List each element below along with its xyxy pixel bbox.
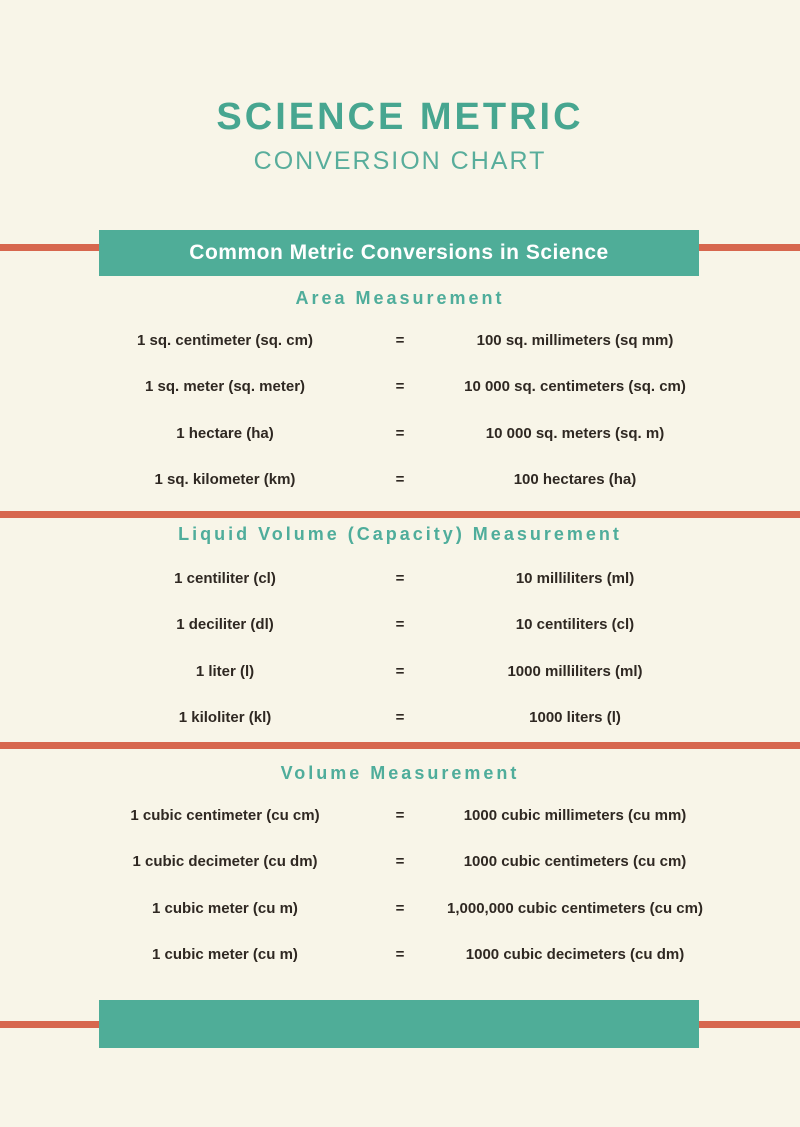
orange-divider (0, 742, 800, 749)
conversion-to: 1000 cubic centimeters (cu cm) (463, 853, 687, 871)
conversion-from: 1 sq. kilometer (km) (154, 471, 296, 489)
conversion-to: 1,000,000 cubic centimeters (cu cm) (447, 899, 703, 917)
conversion-from: 1 liter (l) (195, 662, 255, 680)
equals-sign: = (395, 853, 405, 871)
conversion-row (80, 602, 720, 649)
equals-sign: = (395, 569, 405, 587)
conversion-row (80, 457, 720, 504)
equals-sign: = (395, 806, 405, 824)
section-heading-liquid-volume: Liquid Volume (Capacity) Measurement (178, 524, 622, 544)
conversion-from: 1 sq. meter (sq. meter) (144, 378, 306, 396)
equals-sign: = (395, 709, 405, 727)
rows-group-liquid-volume (80, 555, 720, 741)
conversion-to: 100 sq. millimeters (sq mm) (476, 331, 674, 349)
conversion-to: 100 hectares (ha) (513, 471, 637, 489)
bottom-banner-box (99, 1000, 699, 1048)
conversion-to: 1000 cubic millimeters (cu mm) (463, 806, 687, 824)
conversion-from: 1 cubic meter (cu m) (152, 946, 298, 964)
conversion-to: 1000 liters (l) (529, 709, 621, 727)
top-banner (0, 230, 800, 276)
equals-sign: = (395, 471, 405, 489)
conversion-row (80, 410, 720, 457)
conversion-from: 1 sq. centimeter (sq. cm) (137, 331, 313, 349)
conversion-row (80, 555, 720, 602)
conversion-from: 1 deciliter (dl) (176, 616, 274, 634)
conversion-to: 10 000 sq. meters (sq. m) (485, 424, 665, 442)
equals-sign: = (395, 378, 405, 396)
section-heading-volume: Volume Measurement (280, 763, 520, 783)
conversion-from: 1 cubic meter (cu m) (152, 899, 298, 917)
bottom-banner (0, 1000, 800, 1048)
conversion-from: 1 hectare (ha) (176, 424, 274, 442)
title-block (0, 96, 800, 176)
conversion-to: 1000 milliliters (ml) (507, 662, 643, 680)
conversion-to: 10 000 sq. centimeters (sq. cm) (464, 378, 686, 396)
equals-sign: = (395, 946, 405, 964)
conversion-row (80, 885, 720, 932)
conversion-from: 1 kiloliter (kl) (178, 709, 272, 727)
equals-sign: = (395, 424, 405, 442)
conversion-row (80, 364, 720, 411)
conversion-from: 1 cubic decimeter (cu dm) (132, 853, 318, 871)
banner-box (99, 230, 699, 276)
orange-divider (0, 511, 800, 518)
conversion-row (80, 839, 720, 886)
conversion-row (80, 317, 720, 364)
conversion-row (80, 648, 720, 695)
banner-label: Common Metric Conversions in Science (189, 241, 609, 264)
conversion-to: 10 centiliters (cl) (515, 616, 635, 634)
rows-group-volume (80, 792, 720, 978)
conversion-from: 1 centiliter (cl) (174, 569, 276, 587)
equals-sign: = (395, 662, 405, 680)
conversion-to: 10 milliliters (ml) (515, 569, 635, 587)
conversion-row (80, 932, 720, 979)
equals-sign: = (395, 331, 405, 349)
rows-group-area (80, 317, 720, 503)
conversion-from: 1 cubic centimeter (cu cm) (130, 806, 320, 824)
page-subtitle: CONVERSION CHART (253, 147, 547, 175)
page-title: SCIENCE METRIC (216, 96, 584, 138)
conversion-row (80, 695, 720, 742)
conversion-to: 1000 cubic decimeters (cu dm) (465, 946, 685, 964)
conversion-row (80, 792, 720, 839)
equals-sign: = (395, 616, 405, 634)
section-heading-area: Area Measurement (295, 288, 505, 308)
equals-sign: = (395, 899, 405, 917)
